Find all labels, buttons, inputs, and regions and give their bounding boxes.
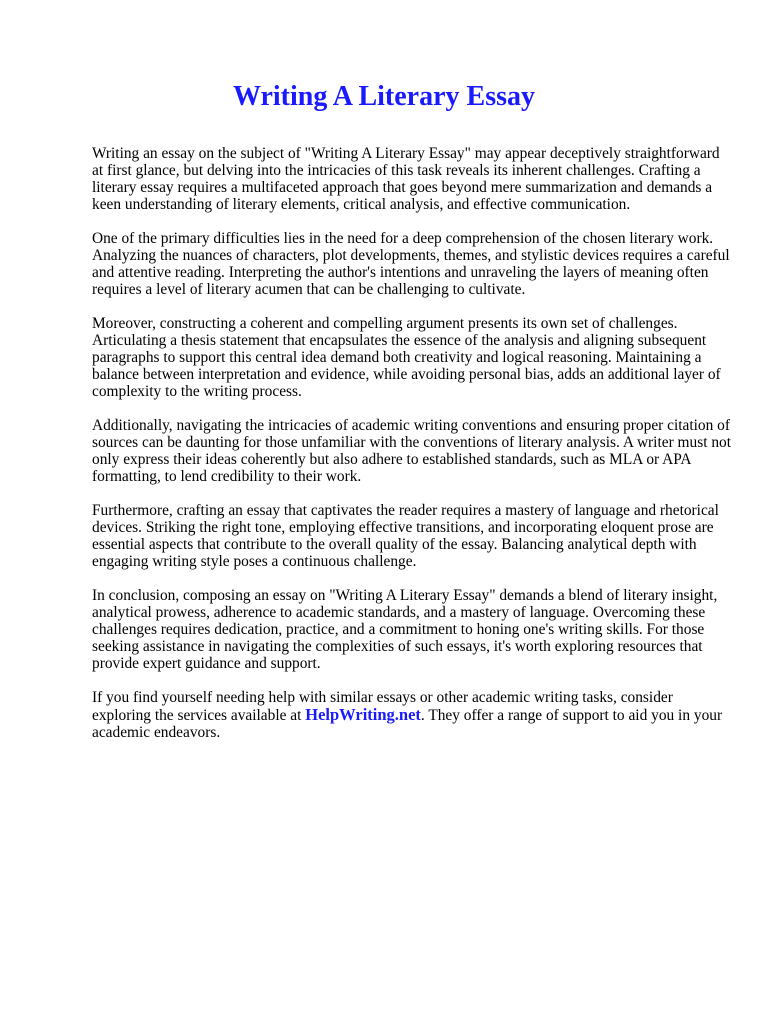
helpwriting-link[interactable]: HelpWriting.net xyxy=(305,705,421,724)
page-title: Writing A Literary Essay xyxy=(232,81,536,112)
paragraph-4: Additionally, navigating the intricacies of academic writing conventions and ensuring proper citation of sources can be daunting for those unfamiliar with the conventions of literary analysis. A writer must not only express their ideas coherently but also adhere to established standards, such as MLA or APA formatting, to lend credibility to their work. xyxy=(92,417,731,485)
closing-paragraph xyxy=(92,689,732,741)
closing-text-before-link: If you find yourself needing help with similar essays or other academic writing tasks, consider exploring the services available at xyxy=(92,689,673,724)
paragraph-1: Writing an essay on the subject of "Writing A Literary Essay" may appear deceptively straightforward at first glance, but delving into the intricacies of this task reveals its inherent challenges. Crafting a literary essay requires a multifaceted approach that goes beyond mere summarization and demands a keen understanding of literary elements, critical analysis, and effective communication. xyxy=(92,145,720,213)
paragraph-6: In conclusion, composing an essay on "Writing A Literary Essay" demands a blend of literary insight, analytical prowess, adherence to academic standards, and a mastery of language. Overcoming these challenges requires dedication, practice, and a commitment to honing one's writing skills. For those seeking assistance in navigating the complexities of such essays, it's worth exploring resources that provide expert guidance and support. xyxy=(92,587,718,672)
paragraph-5: Furthermore, crafting an essay that captivates the reader requires a mastery of language and rhetorical devices. Striking the right tone, employing effective transitions, and incorporating eloquent prose are essential aspects that contribute to the overall quality of the essay. Balancing analytical depth with engaging writing style poses a continuous challenge. xyxy=(92,502,719,570)
document-body xyxy=(92,145,732,758)
closing-text-after-link: . They offer a range of support to aid you in your academic endeavors. xyxy=(92,707,723,741)
paragraph-3: Moreover, constructing a coherent and compelling argument presents its own set of challenges. Articulating a thesis statement that encapsulates the essence of the analysis and aligning subsequent paragraphs to support this central idea demand both creativity and logical reasoning. Maintaining a balance between interpretation and evidence, while avoiding personal bias, adds an additional layer of complexity to the writing process. xyxy=(92,315,721,400)
paragraph-2: One of the primary difficulties lies in the need for a deep comprehension of the chosen literary work. Analyzing the nuances of characters, plot developments, themes, and stylistic devices requires a careful and attentive reading. Interpreting the author's intentions and unraveling the layers of meaning often requires a level of literary acumen that can be challenging to cultivate. xyxy=(92,230,730,298)
